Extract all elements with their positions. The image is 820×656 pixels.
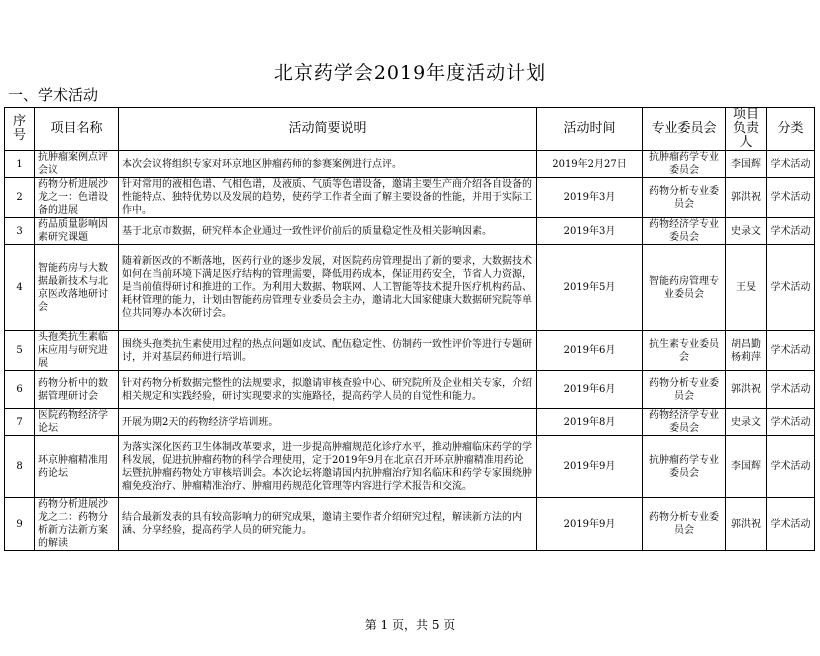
header-category: 分类 — [767, 108, 815, 151]
cell-no: 8 — [5, 436, 35, 498]
cell-name: 环京肿瘤精准用药论坛 — [35, 436, 119, 498]
cell-committee: 智能药房管理专业委员会 — [643, 245, 726, 331]
activity-plan-table — [4, 107, 815, 551]
cell-category: 学术活动 — [767, 498, 815, 551]
cell-committee: 药物经济学专业委员会 — [643, 409, 726, 436]
header-no: 序号 — [5, 108, 35, 151]
cell-time: 2019年3月 — [537, 218, 643, 245]
cell-name: 医院药物经济学论坛 — [35, 409, 119, 436]
cell-time: 2019年5月 — [537, 245, 643, 331]
cell-category: 学术活动 — [767, 178, 815, 218]
header-time: 活动时间 — [537, 108, 643, 151]
table-row — [5, 151, 815, 178]
section-heading: 一、学术活动 — [8, 86, 99, 104]
cell-no: 1 — [5, 151, 35, 178]
cell-name: 智能药房与大数据最新技术与北京医改落地研讨会 — [35, 245, 119, 331]
cell-committee: 药物分析专业委员会 — [643, 371, 726, 409]
cell-category: 学术活动 — [767, 151, 815, 178]
cell-committee: 抗肿瘤药学专业委员会 — [643, 151, 726, 178]
cell-desc: 针对常用的液相色谱、气相色谱，及液质、气质等色谱设备，邀请主要生产商介绍各自设备的性能特点、独特优势以及发展的趋势，使药学工作者全面了解主要设备的性能，并用于实际工作中。 — [119, 178, 537, 218]
cell-desc: 本次会议将组织专家对环京地区肿瘤药师的参赛案例进行点评。 — [119, 151, 537, 178]
cell-category: 学术活动 — [767, 331, 815, 371]
cell-category: 学术活动 — [767, 218, 815, 245]
cell-committee: 药物分析专业委员会 — [643, 498, 726, 551]
header-committee: 专业委员会 — [643, 108, 726, 151]
cell-desc: 随着新医改的不断落地，医药行业的逐步发展，对医院药房管理提出了新的要求，大数据技术如何在当前环境下满足医疗结构的管理需要，降低用药成本，保证用药安全，节省人力资源，是当前值得研讨和推进的工作。为利用大数据、物联网、人工智能等技术提升医疗机构药品、耗材管理的能力，计划由智能药房管理专业委员会主办，邀请北大国家健康大数据研究院等单位共同筹办本次研讨会。 — [119, 245, 537, 331]
cell-time: 2019年9月 — [537, 436, 643, 498]
cell-desc: 针对药物分析数据完整性的法规要求，拟邀请审核查验中心、研究院所及企业相关专家，介绍相关规定和实践经验，研讨实现要求的实施路径，提高药学人员的自觉性和能力。 — [119, 371, 537, 409]
cell-name: 头孢类抗生素临床应用与研究进展 — [35, 331, 119, 371]
cell-no: 5 — [5, 331, 35, 371]
table-row — [5, 245, 815, 331]
table-row — [5, 409, 815, 436]
cell-committee: 药物分析专业委员会 — [643, 178, 726, 218]
cell-time: 2019年6月 — [537, 371, 643, 409]
cell-leader: 王旻 — [726, 245, 767, 331]
cell-leader: 史录文 — [726, 409, 767, 436]
cell-committee: 抗生素专业委员会 — [643, 331, 726, 371]
cell-desc: 为落实深化医药卫生体制改革要求，进一步提高肿瘤规范化诊疗水平，推动肿瘤临床药学的学科发展，促进抗肿瘤药物的科学合理使用，定于2019年9月在北京召开环京肿瘤精准用药论坛暨抗肿瘤药物处方审核培训会。本次论坛将邀请国内抗肿瘤治疗知名临床和药学专家围绕肿瘤免疫治疗、肿瘤精准治疗、肿瘤用药规范化管理等内容进行学术报告和交流。 — [119, 436, 537, 498]
cell-name: 药物分析进展沙龙之一：色谱设备的进展 — [35, 178, 119, 218]
cell-time: 2019年3月 — [537, 178, 643, 218]
cell-category: 学术活动 — [767, 245, 815, 331]
cell-leader: 郭洪祝 — [726, 498, 767, 551]
cell-leader: 郭洪祝 — [726, 178, 767, 218]
table-row — [5, 178, 815, 218]
cell-name: 药物分析进展沙龙之二：药物分析新方法新方案的解读 — [35, 498, 119, 551]
cell-time: 2019年2月27日 — [537, 151, 643, 178]
cell-time: 2019年9月 — [537, 498, 643, 551]
table-row — [5, 498, 815, 551]
table-header-row — [5, 108, 815, 151]
cell-committee: 药物经济学专业委员会 — [643, 218, 726, 245]
cell-name: 药物分析中的数据管理研讨会 — [35, 371, 119, 409]
header-desc: 活动简要说明 — [119, 108, 537, 151]
cell-leader: 李国辉 — [726, 151, 767, 178]
table-row — [5, 331, 815, 371]
cell-name: 抗肿瘤案例点评会议 — [35, 151, 119, 178]
cell-desc: 基于北京市数据，研究样本企业通过一致性评价前后的质量稳定性及相关影响因素。 — [119, 218, 537, 245]
table-row — [5, 436, 815, 498]
cell-name: 药品质量影响因素研究课题 — [35, 218, 119, 245]
cell-time: 2019年6月 — [537, 331, 643, 371]
cell-no: 4 — [5, 245, 35, 331]
cell-no: 7 — [5, 409, 35, 436]
cell-desc: 围绕头孢类抗生素使用过程的热点问题如皮试、配伍稳定性、仿制药一致性评价等进行专题研讨，并对基层药师进行培训。 — [119, 331, 537, 371]
cell-category: 学术活动 — [767, 371, 815, 409]
page-footer: 第 1 页，共 5 页 — [364, 618, 456, 632]
cell-no: 6 — [5, 371, 35, 409]
cell-desc: 结合最新发表的具有较高影响力的研究成果，邀请主要作者介绍研究过程，解读新方法的内涵、分享经验，提高药学人员的研究能力。 — [119, 498, 537, 551]
header-name: 项目名称 — [35, 108, 119, 151]
table-row — [5, 218, 815, 245]
cell-leader: 李国辉 — [726, 436, 767, 498]
table-row — [5, 371, 815, 409]
cell-leader: 胡昌勤 杨莉萍 — [726, 331, 767, 371]
document-title: 北京药学会2019年度活动计划 — [273, 62, 547, 84]
cell-leader: 史录文 — [726, 218, 767, 245]
cell-no: 3 — [5, 218, 35, 245]
cell-no: 2 — [5, 178, 35, 218]
cell-leader: 郭洪祝 — [726, 371, 767, 409]
cell-time: 2019年8月 — [537, 409, 643, 436]
cell-category: 学术活动 — [767, 409, 815, 436]
cell-no: 9 — [5, 498, 35, 551]
cell-desc: 开展为期2天的药物经济学培训班。 — [119, 409, 537, 436]
header-leader: 项目负责人 — [726, 108, 767, 151]
cell-committee: 抗肿瘤药学专业委员会 — [643, 436, 726, 498]
cell-category: 学术活动 — [767, 436, 815, 498]
